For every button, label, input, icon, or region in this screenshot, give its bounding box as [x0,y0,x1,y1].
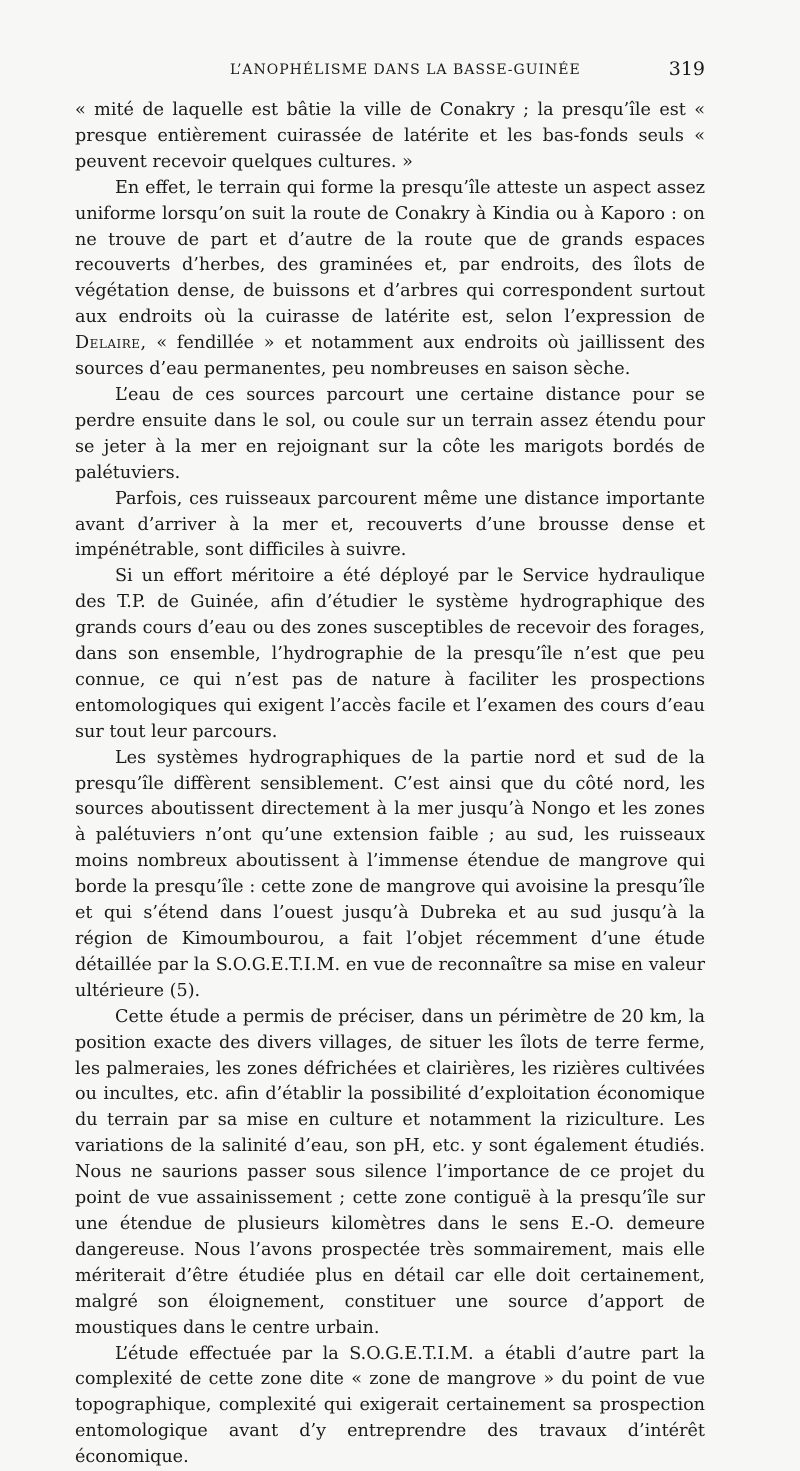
paragraph-8: L’étude effectuée par la S.O.G.E.T.I.M. a établi d’autre part la complexité de cette zone dite « zone de mangrove » du point de vue topographique, complexité qui exigerait certainement sa prospection entomologique avant d’y entreprendre des travaux d’intérêt économique. [75,1342,705,1471]
paragraph-2-tail: « fendillée » et notamment aux endroits où jaillissent des sources d’eau permanentes, peu nombreuses en saison sèche. [75,333,705,379]
paragraph-7: Cette étude a permis de préciser, dans un périmètre de 20 km, la position exacte des divers villages, de situer les îlots de terre ferme, les palmeraies, les zones défrichées et clairières, les rizières cultivées ou incultes, etc. afin d’établir la possibilité d’exploitation économique du terrain par sa mise en culture et notamment la riziculture. Les variations de la salinité d’eau, son pH, etc. y sont également étudiés. Nous ne saurions passer sous silence l’importance de ce projet du point de vue assainissement ; cette zone contiguë à la presqu’île sur une étendue de plusieurs kilomètres dans le sens E.-O. demeure dangereuse. Nous l’avons prospectée très sommairement, mais elle mériterait d’être étudiée plus en détail car elle doit certainement, malgré son éloignement, constituer une source d’apport de moustiques dans le centre urbain. [75,1005,705,1342]
paragraph-2-text: En effet, le terrain qui forme la presqu’île atteste un aspect assez uniforme lorsqu’on suit la route de Conakry à Kindia ou à Kaporo : on ne trouve de part et d’autre de la route que de grands espaces recouverts d’herbes, des graminées et, par endroits, des îlots de végétation dense, de buissons et d’arbres qui correspondent surtout aux endroits où la cuirasse de latérite est, selon l’expression de [75,178,705,328]
author-name: Delaire, [75,333,147,353]
running-title: L’ANOPHÉLISME DANS LA BASSE-GUINÉE [230,62,581,78]
body-text [75,98,705,1471]
paragraph-4: Parfois, ces ruisseaux parcourent même une distance importante avant d’arriver à la mer et, recouverts d’une brousse dense et impénétrable, sont difficiles à suivre. [75,487,705,565]
paragraph-5: Si un effort méritoire a été déployé par le Service hydraulique des T.P. de Guinée, afin d’étudier le système hydrographique des grands cours d’eau ou des zones susceptibles de recevoir des forages, dans son ensemble, l’hydrographie de la presqu’île n’est que peu connue, ce qui n’est pas de nature à faciliter les prospections entomologiques qui exigent l’accès facile et l’examen des cours d’eau sur tout leur parcours. [75,564,705,745]
paragraph-1: « mité de laquelle est bâtie la ville de Conakry ; la presqu’île est « presque entièrement cuirassée de latérite et les bas-fonds seuls « peuvent recevoir quelques cultures. » [75,98,705,176]
paragraph-2 [75,176,705,383]
paragraph-3: L’eau de ces sources parcourt une certaine distance pour se perdre ensuite dans le sol, ou coule sur un terrain assez étendu pour se jeter à la mer en rejoignant sur la côte les marigots bordés de palétuviers. [75,383,705,487]
paragraph-6: Les systèmes hydrographiques de la partie nord et sud de la presqu’île diffèrent sensiblement. C’est ainsi que du côté nord, les sources aboutissent directement à la mer jusqu’à Nongo et les zones à palétuviers n’ont qu’une extension faible ; au sud, les ruisseaux moins nombreux aboutissent à l’immense étendue de mangrove qui borde la presqu’île : cette zone de mangrove qui avoisine la presqu’île et qui s’étend dans l’ouest jusqu’à Dubreka et au sud jusqu’à la région de Kimoumbourou, a fait l’objet récemment d’une étude détaillée par la S.O.G.E.T.I.M. en vue de reconnaître sa mise en valeur ultérieure (5). [75,746,705,1005]
page-header [75,62,705,86]
page-number: 319 [669,58,705,80]
